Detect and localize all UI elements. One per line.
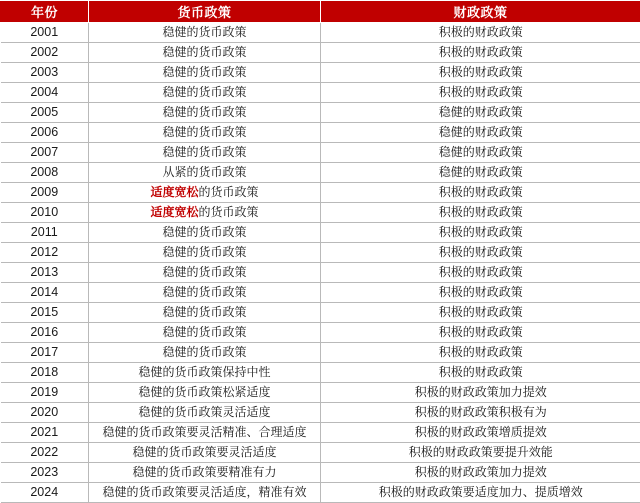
table-row <box>1 363 640 383</box>
cell-year: 2009 <box>1 183 89 203</box>
highlighted-policy-text: 适度宽松 <box>150 185 198 199</box>
table-row <box>1 183 640 203</box>
table-row <box>1 203 640 223</box>
cell-year: 2024 <box>1 483 89 503</box>
cell-fiscal-policy: 积极的财政政策 <box>321 363 640 383</box>
cell-year: 2006 <box>1 123 89 143</box>
table-header-row <box>1 1 640 23</box>
table-row <box>1 43 640 63</box>
cell-monetary-policy: 稳健的货币政策 <box>89 343 321 363</box>
cell-fiscal-policy: 积极的财政政策 <box>321 83 640 103</box>
table-row <box>1 283 640 303</box>
cell-monetary-policy: 稳健的货币政策要灵活精准、合理适度 <box>89 423 321 443</box>
cell-year: 2017 <box>1 343 89 363</box>
cell-fiscal-policy: 稳健的财政政策 <box>321 143 640 163</box>
cell-year: 2012 <box>1 243 89 263</box>
table-row <box>1 483 640 503</box>
cell-monetary-policy: 稳健的货币政策要精准有力 <box>89 463 321 483</box>
cell-year: 2016 <box>1 323 89 343</box>
table-row <box>1 143 640 163</box>
cell-monetary-policy: 稳健的货币政策 <box>89 103 321 123</box>
cell-fiscal-policy: 积极的财政政策加力提效 <box>321 463 640 483</box>
cell-fiscal-policy: 稳健的财政政策 <box>321 163 640 183</box>
cell-year: 2014 <box>1 283 89 303</box>
table-row <box>1 63 640 83</box>
cell-monetary-policy: 稳健的货币政策 <box>89 263 321 283</box>
cell-fiscal-policy: 积极的财政政策 <box>321 303 640 323</box>
cell-year: 2002 <box>1 43 89 63</box>
cell-monetary-policy: 从紧的货币政策 <box>89 163 321 183</box>
cell-monetary-policy: 稳健的货币政策 <box>89 143 321 163</box>
cell-fiscal-policy: 积极的财政政策增质提效 <box>321 423 640 443</box>
cell-monetary-policy: 稳健的货币政策 <box>89 23 321 43</box>
column-header-fiscal-policy: 财政政策 <box>321 1 640 23</box>
cell-fiscal-policy: 稳健的财政政策 <box>321 103 640 123</box>
table-row <box>1 23 640 43</box>
cell-year: 2005 <box>1 103 89 123</box>
cell-year: 2013 <box>1 263 89 283</box>
table-row <box>1 443 640 463</box>
cell-monetary-policy: 稳健的货币政策 <box>89 303 321 323</box>
table-body <box>1 23 640 503</box>
cell-monetary-policy: 稳健的货币政策 <box>89 283 321 303</box>
policy-text: 的货币政策 <box>199 185 259 199</box>
table-row <box>1 343 640 363</box>
cell-monetary-policy: 稳健的货币政策 <box>89 63 321 83</box>
cell-monetary-policy: 稳健的货币政策 <box>89 123 321 143</box>
cell-year: 2003 <box>1 63 89 83</box>
cell-year: 2023 <box>1 463 89 483</box>
cell-monetary-policy: 稳健的货币政策 <box>89 243 321 263</box>
table-row <box>1 463 640 483</box>
cell-year: 2021 <box>1 423 89 443</box>
table-row <box>1 103 640 123</box>
policy-text: 的货币政策 <box>199 205 259 219</box>
cell-monetary-policy <box>89 203 321 223</box>
cell-year: 2001 <box>1 23 89 43</box>
cell-fiscal-policy: 积极的财政政策 <box>321 283 640 303</box>
cell-monetary-policy: 稳健的货币政策要灵活适度 <box>89 443 321 463</box>
table-row <box>1 123 640 143</box>
cell-year: 2004 <box>1 83 89 103</box>
cell-year: 2022 <box>1 443 89 463</box>
cell-monetary-policy <box>89 183 321 203</box>
cell-year: 2011 <box>1 223 89 243</box>
cell-fiscal-policy: 积极的财政政策要适度加力、提质增效 <box>321 483 640 503</box>
cell-fiscal-policy: 积极的财政政策 <box>321 63 640 83</box>
table-row <box>1 303 640 323</box>
cell-fiscal-policy: 积极的财政政策 <box>321 203 640 223</box>
table-row <box>1 323 640 343</box>
cell-fiscal-policy: 积极的财政政策 <box>321 23 640 43</box>
cell-fiscal-policy: 积极的财政政策 <box>321 243 640 263</box>
cell-fiscal-policy: 积极的财政政策 <box>321 343 640 363</box>
table-row <box>1 163 640 183</box>
cell-year: 2018 <box>1 363 89 383</box>
highlighted-policy-text: 适度宽松 <box>150 205 198 219</box>
table-row <box>1 383 640 403</box>
cell-year: 2010 <box>1 203 89 223</box>
cell-monetary-policy: 稳健的货币政策 <box>89 43 321 63</box>
cell-fiscal-policy: 积极的财政政策要提升效能 <box>321 443 640 463</box>
cell-monetary-policy: 稳健的货币政策松紧适度 <box>89 383 321 403</box>
cell-fiscal-policy: 积极的财政政策 <box>321 263 640 283</box>
cell-year: 2019 <box>1 383 89 403</box>
cell-monetary-policy: 稳健的货币政策灵活适度 <box>89 403 321 423</box>
cell-year: 2007 <box>1 143 89 163</box>
cell-fiscal-policy: 积极的财政政策加力提效 <box>321 383 640 403</box>
cell-monetary-policy: 稳健的货币政策要灵活适度，精准有效 <box>89 483 321 503</box>
cell-year: 2008 <box>1 163 89 183</box>
cell-fiscal-policy: 积极的财政政策 <box>321 43 640 63</box>
cell-fiscal-policy: 积极的财政政策 <box>321 183 640 203</box>
cell-year: 2020 <box>1 403 89 423</box>
table-header <box>1 1 640 23</box>
cell-monetary-policy: 稳健的货币政策 <box>89 323 321 343</box>
table-row <box>1 223 640 243</box>
column-header-monetary-policy: 货币政策 <box>89 1 321 23</box>
cell-year: 2015 <box>1 303 89 323</box>
cell-fiscal-policy: 积极的财政政策 <box>321 223 640 243</box>
cell-fiscal-policy: 稳健的财政政策 <box>321 123 640 143</box>
cell-monetary-policy: 稳健的货币政策保持中性 <box>89 363 321 383</box>
table-row <box>1 263 640 283</box>
cell-fiscal-policy: 积极的财政政策积极有为 <box>321 403 640 423</box>
table-row <box>1 423 640 443</box>
cell-monetary-policy: 稳健的货币政策 <box>89 223 321 243</box>
table-row <box>1 83 640 103</box>
table-row <box>1 243 640 263</box>
column-header-year: 年份 <box>1 1 89 23</box>
table-row <box>1 403 640 423</box>
cell-monetary-policy: 稳健的货币政策 <box>89 83 321 103</box>
cell-fiscal-policy: 积极的财政政策 <box>321 323 640 343</box>
